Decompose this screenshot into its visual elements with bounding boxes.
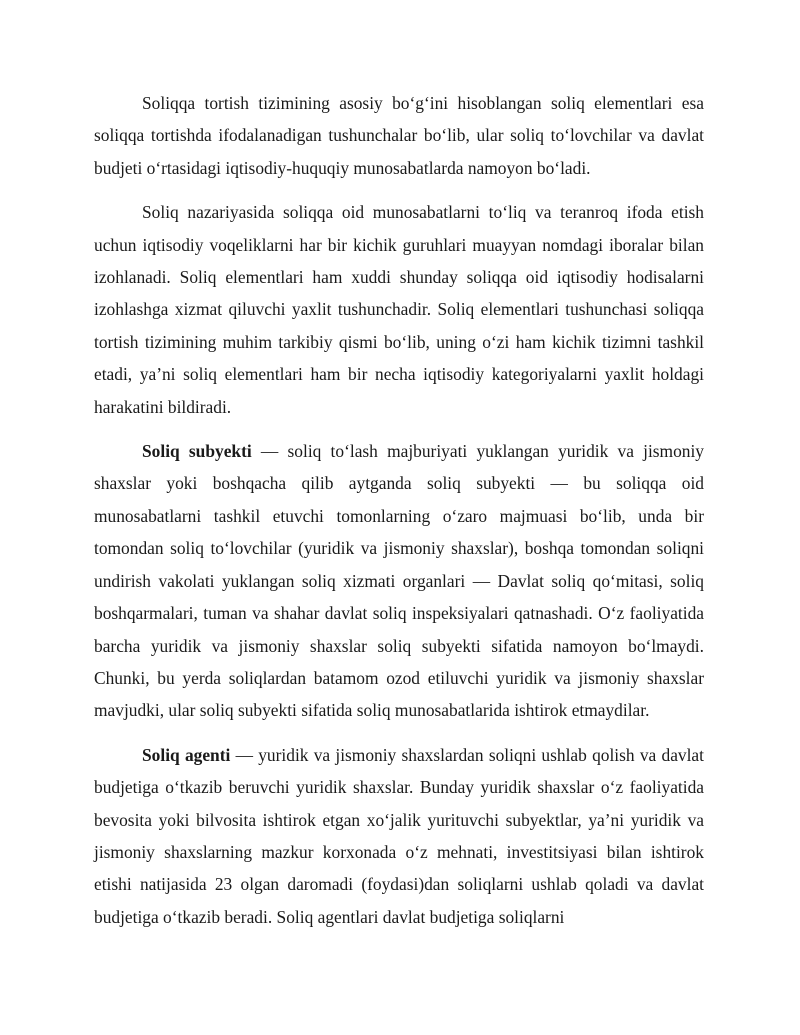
term-soliq-subyekti: Soliq subyekti: [142, 441, 252, 462]
paragraph-soliq-nazariyasi: [94, 196, 704, 423]
paragraph-soliq-elementlari-intro: [94, 87, 704, 184]
paragraph-text: — yuridik va jismoniy shaxslardan soliqni ushlab qolish va davlat budjetiga o‘tkazib beruvchi yuridik shaxslar. Bunday yuridik shaxslar o‘z faoliyatida bevosita yoki bilvosita ishtirok etgan xo‘jalik yurituvchi subyektlar, ya’ni yuridik va jismoniy shaxslarning mazkur korxonada o‘z mehnati, investitsiyasi bilan ishtirok etishi natijasida 23 olgan daromadi (foydasi)dan soliqlarni ushlab qoladi va davlat budjetiga o‘tkazib beradi. Soliq agentlari davlat budjetiga soliqlarni: [94, 744, 704, 927]
term-soliq-agenti: Soliq agenti: [142, 744, 231, 765]
paragraph-soliq-agenti: [94, 739, 704, 933]
paragraph-text: Soliqqa tortish tizimining asosiy bo‘g‘ini hisoblangan soliq elementlari esa soliqqa tortishda ifodalanadigan tushunchalar bo‘lib, ular soliq to‘lovchilar va davlat budjeti o‘rtasidagi iqtisodiy-huquqiy munosabatlarda namoyon bo‘ladi.: [94, 93, 704, 178]
document-page: [94, 87, 704, 945]
paragraph-text: Soliq nazariyasida soliqqa oid munosabatlarni to‘liq va teranroq ifoda etish uchun iqtisodiy voqeliklarni har bir kichik guruhlari muayyan nomdagi iboralar bilan izohlanadi. Soliq elementlari ham xuddi shunday soliqqa oid iqtisodiy hodisalarni izohlashga xizmat qiluvchi yaxlit tushunchadir. Soliq elementlari tushunchasi soliqqa tortish tizimining muhim tarkibiy qismi bo‘lib, uning o‘zi ham kichik tizimni tashkil etadi, ya’ni soliq elementlari ham bir necha iqtisodiy kategoriyalarni yaxlit holdagi harakatini bildiradi.: [94, 202, 704, 417]
paragraph-soliq-subyekti: [94, 435, 704, 727]
paragraph-text: — soliq to‘lash majburiyati yuklangan yuridik va jismoniy shaxslar yoki boshqacha qilib aytganda soliq subyekti — bu soliqqa oid munosabatlarni tashkil etuvchi tomonlarning o‘zaro majmuasi bo‘lib, unda bir tomondan soliq to‘lovchilar (yuridik va jismoniy shaxslar), boshqa tomondan soliqni undirish vakolati yuklangan soliq xizmati organlari — Davlat soliq qo‘mitasi, soliq boshqarmalari, tuman va shahar davlat soliq inspeksiyalari qatnashadi. O‘z faoliyatida barcha yuridik va jismoniy shaxslar soliq subyekti sifatida namoyon bo‘lmaydi. Chunki, bu yerda soliqlardan batamom ozod etiluvchi yuridik va jismoniy shaxslar mavjudki, ular soliq subyekti sifatida soliq munosabatlarida ishtirok etmaydilar.: [94, 441, 705, 721]
